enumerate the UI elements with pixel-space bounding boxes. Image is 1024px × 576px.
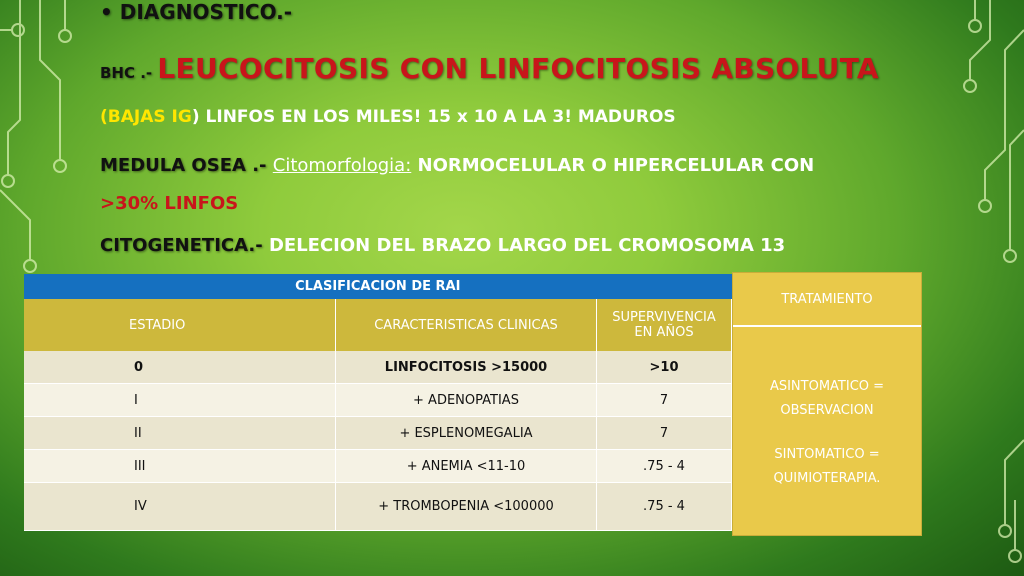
tratamiento-panel — [732, 272, 922, 536]
table-row: I + ADENOPATIAS 7 — [24, 384, 732, 417]
table-row: III + ANEMIA <11-10 .75 - 4 — [24, 450, 732, 483]
bajas-ig-highlight: BAJAS IG — [107, 107, 192, 127]
table-row: II + ESPLENOMEGALIA 7 — [24, 417, 732, 450]
table-row: IV + TROMBOPENIA <100000 .75 - 4 — [24, 483, 732, 531]
header-supervivencia: SUPERVIVENCIA EN AÑOS — [597, 299, 732, 351]
linfos-percentage: >30% LINFOS — [100, 193, 239, 214]
citogenetica-line: CITOGENETICA.- DELECION DEL BRAZO LARGO DEL CROMOSOMA 13 — [100, 235, 786, 256]
rai-classification-table — [24, 274, 732, 531]
citomorfologia-term: Citomorfologia: — [272, 155, 412, 176]
medula-osea-line: MEDULA OSEA .- Citomorfologia: NORMOCELULAR O HIPERCELULAR CON — [100, 155, 815, 176]
tratamiento-body: ASINTOMATICO = OBSERVACION SINTOMATICO = QUIMIOTERAPIA. — [769, 379, 885, 486]
bajas-ig-line: (BAJAS IG) LINFOS EN LOS MILES! 15 x 10 A LA 3! MADUROS — [100, 107, 676, 127]
table-row: 0 LINFOCITOSIS >15000 >10 — [24, 351, 732, 384]
diagnostico-heading: • DIAGNOSTICO.- — [100, 0, 293, 24]
tratamiento-header: TRATAMIENTO — [733, 273, 921, 327]
header-caracteristicas: CARACTERISTICAS CLINICAS — [336, 299, 597, 351]
bhc-line: BHC .- LEUCOCITOSIS CON LINFOCITOSIS ABSOLUTA — [100, 52, 879, 85]
leucocitosis-text: LEUCOCITOSIS CON LINFOCITOSIS ABSOLUTA — [157, 52, 879, 85]
rai-table-title: CLASIFICACION DE RAI — [24, 274, 732, 299]
header-estadio: ESTADIO — [24, 299, 336, 351]
